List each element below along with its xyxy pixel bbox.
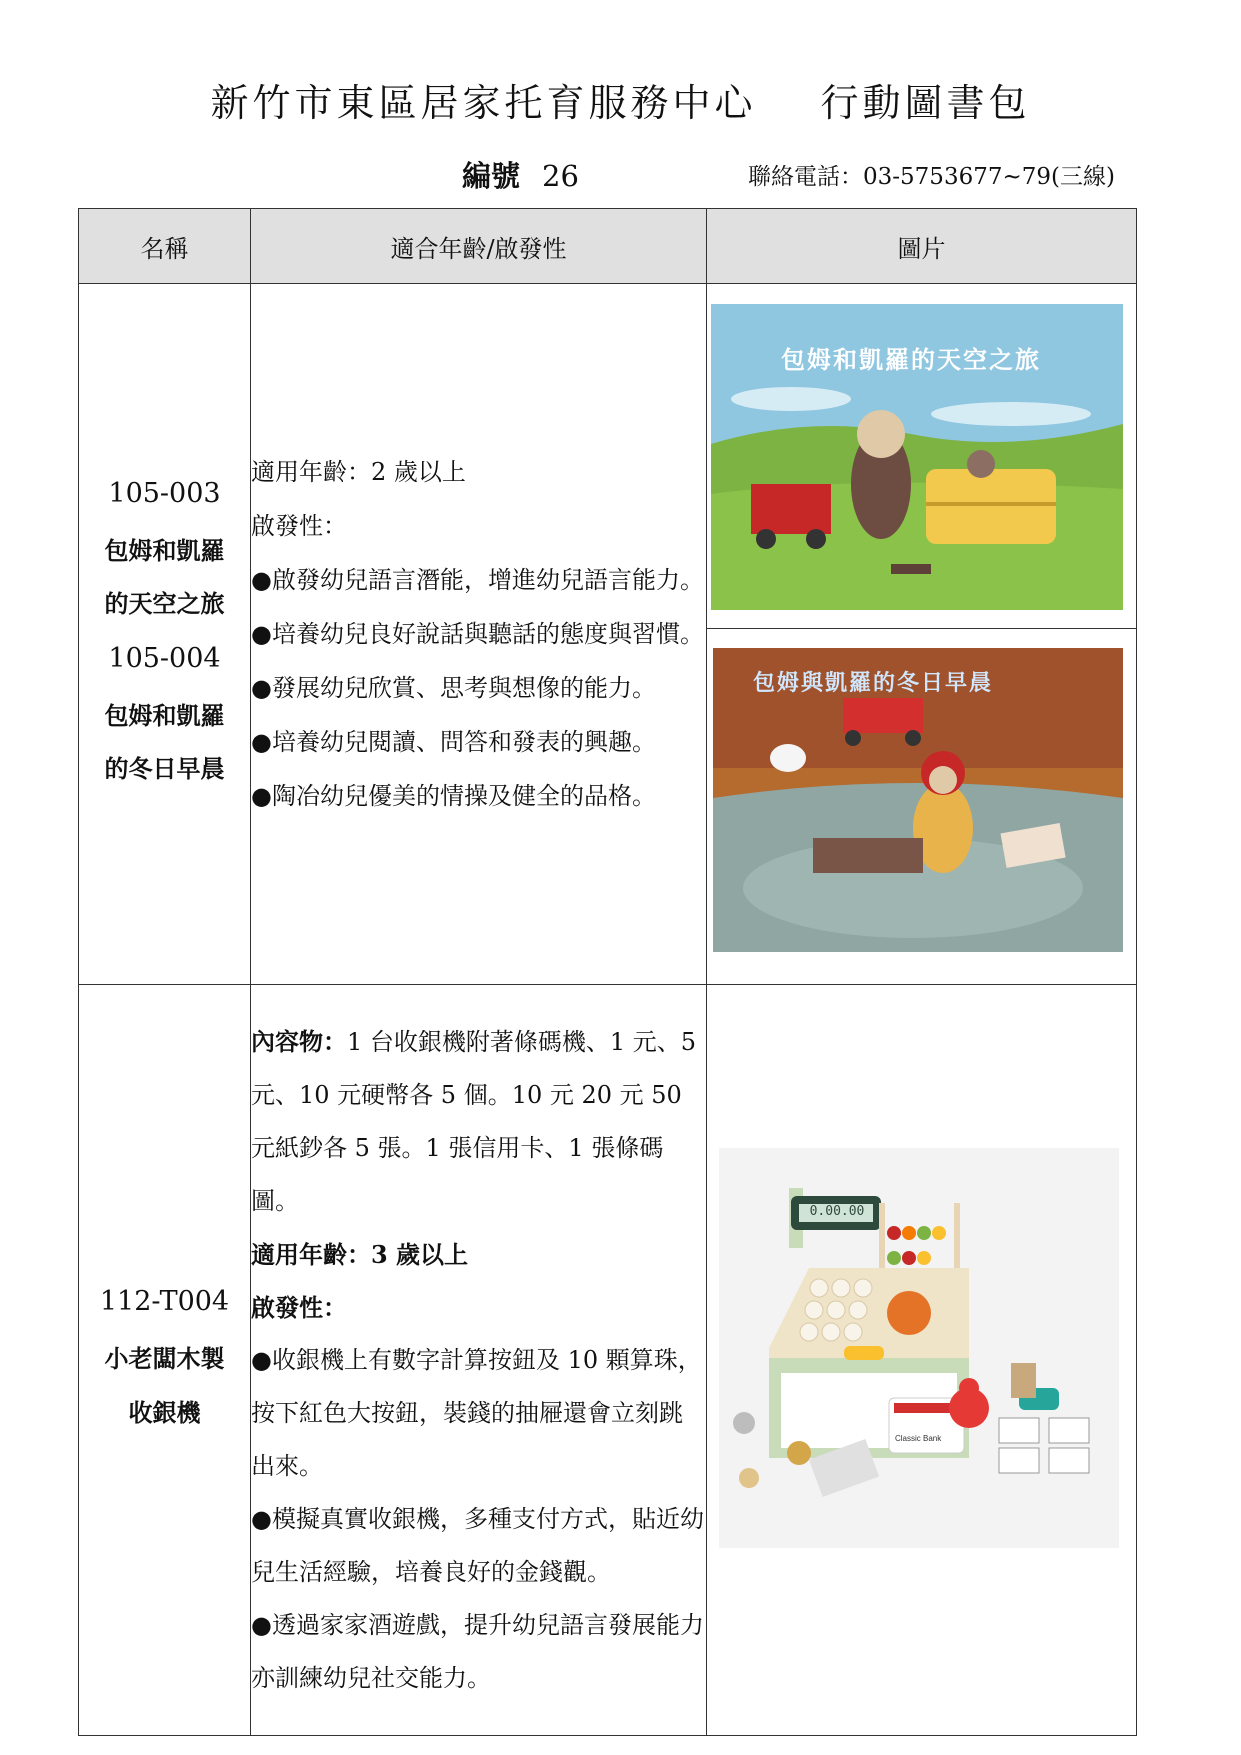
column-header-name: 名稱 bbox=[79, 209, 251, 284]
wooden-cash-register-photo-icon bbox=[719, 1148, 1119, 1548]
column-header-picture: 圖片 bbox=[707, 209, 1137, 284]
item-pictures bbox=[707, 284, 1137, 985]
item-names bbox=[79, 985, 251, 1736]
bullet-item: ●透過家家酒遊戲，提升幼兒語言發展能力亦訓練幼兒社交能力。 bbox=[251, 1611, 704, 1692]
bullet-item: ●啟發幼兒語言潛能，增進幼兒語言能力。 bbox=[251, 566, 704, 594]
item-title-line: 的冬日早晨 bbox=[104, 754, 225, 784]
table-row bbox=[79, 985, 1137, 1736]
item-title-line: 的天空之旅 bbox=[104, 588, 225, 618]
inspire-label: 啟發性： bbox=[251, 512, 347, 540]
item-picture bbox=[707, 985, 1137, 1736]
item-title-line: 包姆和凱羅 bbox=[104, 535, 225, 565]
number-value: 26 bbox=[542, 159, 579, 193]
item-description bbox=[251, 284, 707, 985]
org-name: 新竹市東區居家托育服務中心 bbox=[210, 81, 757, 125]
contact-phone: 聯絡電話：03-5753677~79(三線) bbox=[748, 164, 1115, 190]
inspire-label: 啟發性： bbox=[251, 1293, 347, 1322]
catalog-table bbox=[78, 208, 1137, 1736]
book-cover-winter-morning-icon bbox=[713, 648, 1123, 952]
card-text: Classic Bank bbox=[895, 1434, 942, 1443]
program-name: 行動圖書包 bbox=[820, 81, 1031, 125]
item-title-line: 小老闆木製 bbox=[104, 1344, 225, 1374]
cover-title: 包姆與凱羅的冬日早晨 bbox=[753, 671, 994, 696]
bullet-item: ●培養幼兒閱讀、問答和發表的興趣。 bbox=[251, 728, 656, 756]
book-cover-sky-journey-icon bbox=[711, 304, 1123, 610]
age-line: 適用年齡：2 歲以上 bbox=[251, 458, 466, 486]
contents-label: 內容物： bbox=[251, 1027, 347, 1056]
item-description bbox=[251, 985, 707, 1736]
cover-title: 包姆和凱羅的天空之旅 bbox=[781, 346, 1041, 374]
column-header-age-inspiration: 適合年齡/啟發性 bbox=[251, 209, 707, 284]
pack-number bbox=[462, 154, 579, 195]
item-code: 105-004 bbox=[108, 643, 221, 674]
bullet-item: ●培養幼兒良好說話與聽話的態度與習慣。 bbox=[251, 620, 704, 648]
contents-line bbox=[251, 1015, 706, 1228]
picture-divider bbox=[707, 628, 1137, 629]
item-title-line: 包姆和凱羅 bbox=[104, 701, 225, 731]
bullet-item: ●陶冶幼兒優美的情操及健全的品格。 bbox=[251, 782, 656, 810]
age-line: 適用年齡：3 歲以上 bbox=[251, 1240, 469, 1269]
page-title bbox=[0, 72, 1241, 127]
table-header-row bbox=[79, 209, 1137, 284]
item-title-line: 收銀機 bbox=[128, 1397, 201, 1427]
item-code: 105-003 bbox=[108, 477, 221, 509]
bullet-item: ●收銀機上有數字計算按鈕及 10 顆算珠，按下紅色大按鈕，裝錢的抽屜還會立刻跳出來。 bbox=[251, 1346, 702, 1480]
item-names bbox=[79, 284, 251, 985]
number-label: 編號 bbox=[462, 159, 521, 193]
table-row bbox=[79, 284, 1137, 985]
bullet-item: ●發展幼兒欣賞、思考與想像的能力。 bbox=[251, 674, 656, 702]
bullet-item: ●模擬真實收銀機，多種支付方式，貼近幼兒生活經驗，培養良好的金錢觀。 bbox=[251, 1505, 704, 1586]
register-display-text: 0.00.00 bbox=[809, 1204, 865, 1219]
item-code: 112-T004 bbox=[99, 1286, 230, 1318]
contents-text: 1 台收銀機附著條碼機、1 元、5 元、10 元硬幣各 5 個。10 元 20 元 50 元紙鈔各 5 張。1 張信用卡、1 張條碼圖。 bbox=[251, 1028, 697, 1215]
